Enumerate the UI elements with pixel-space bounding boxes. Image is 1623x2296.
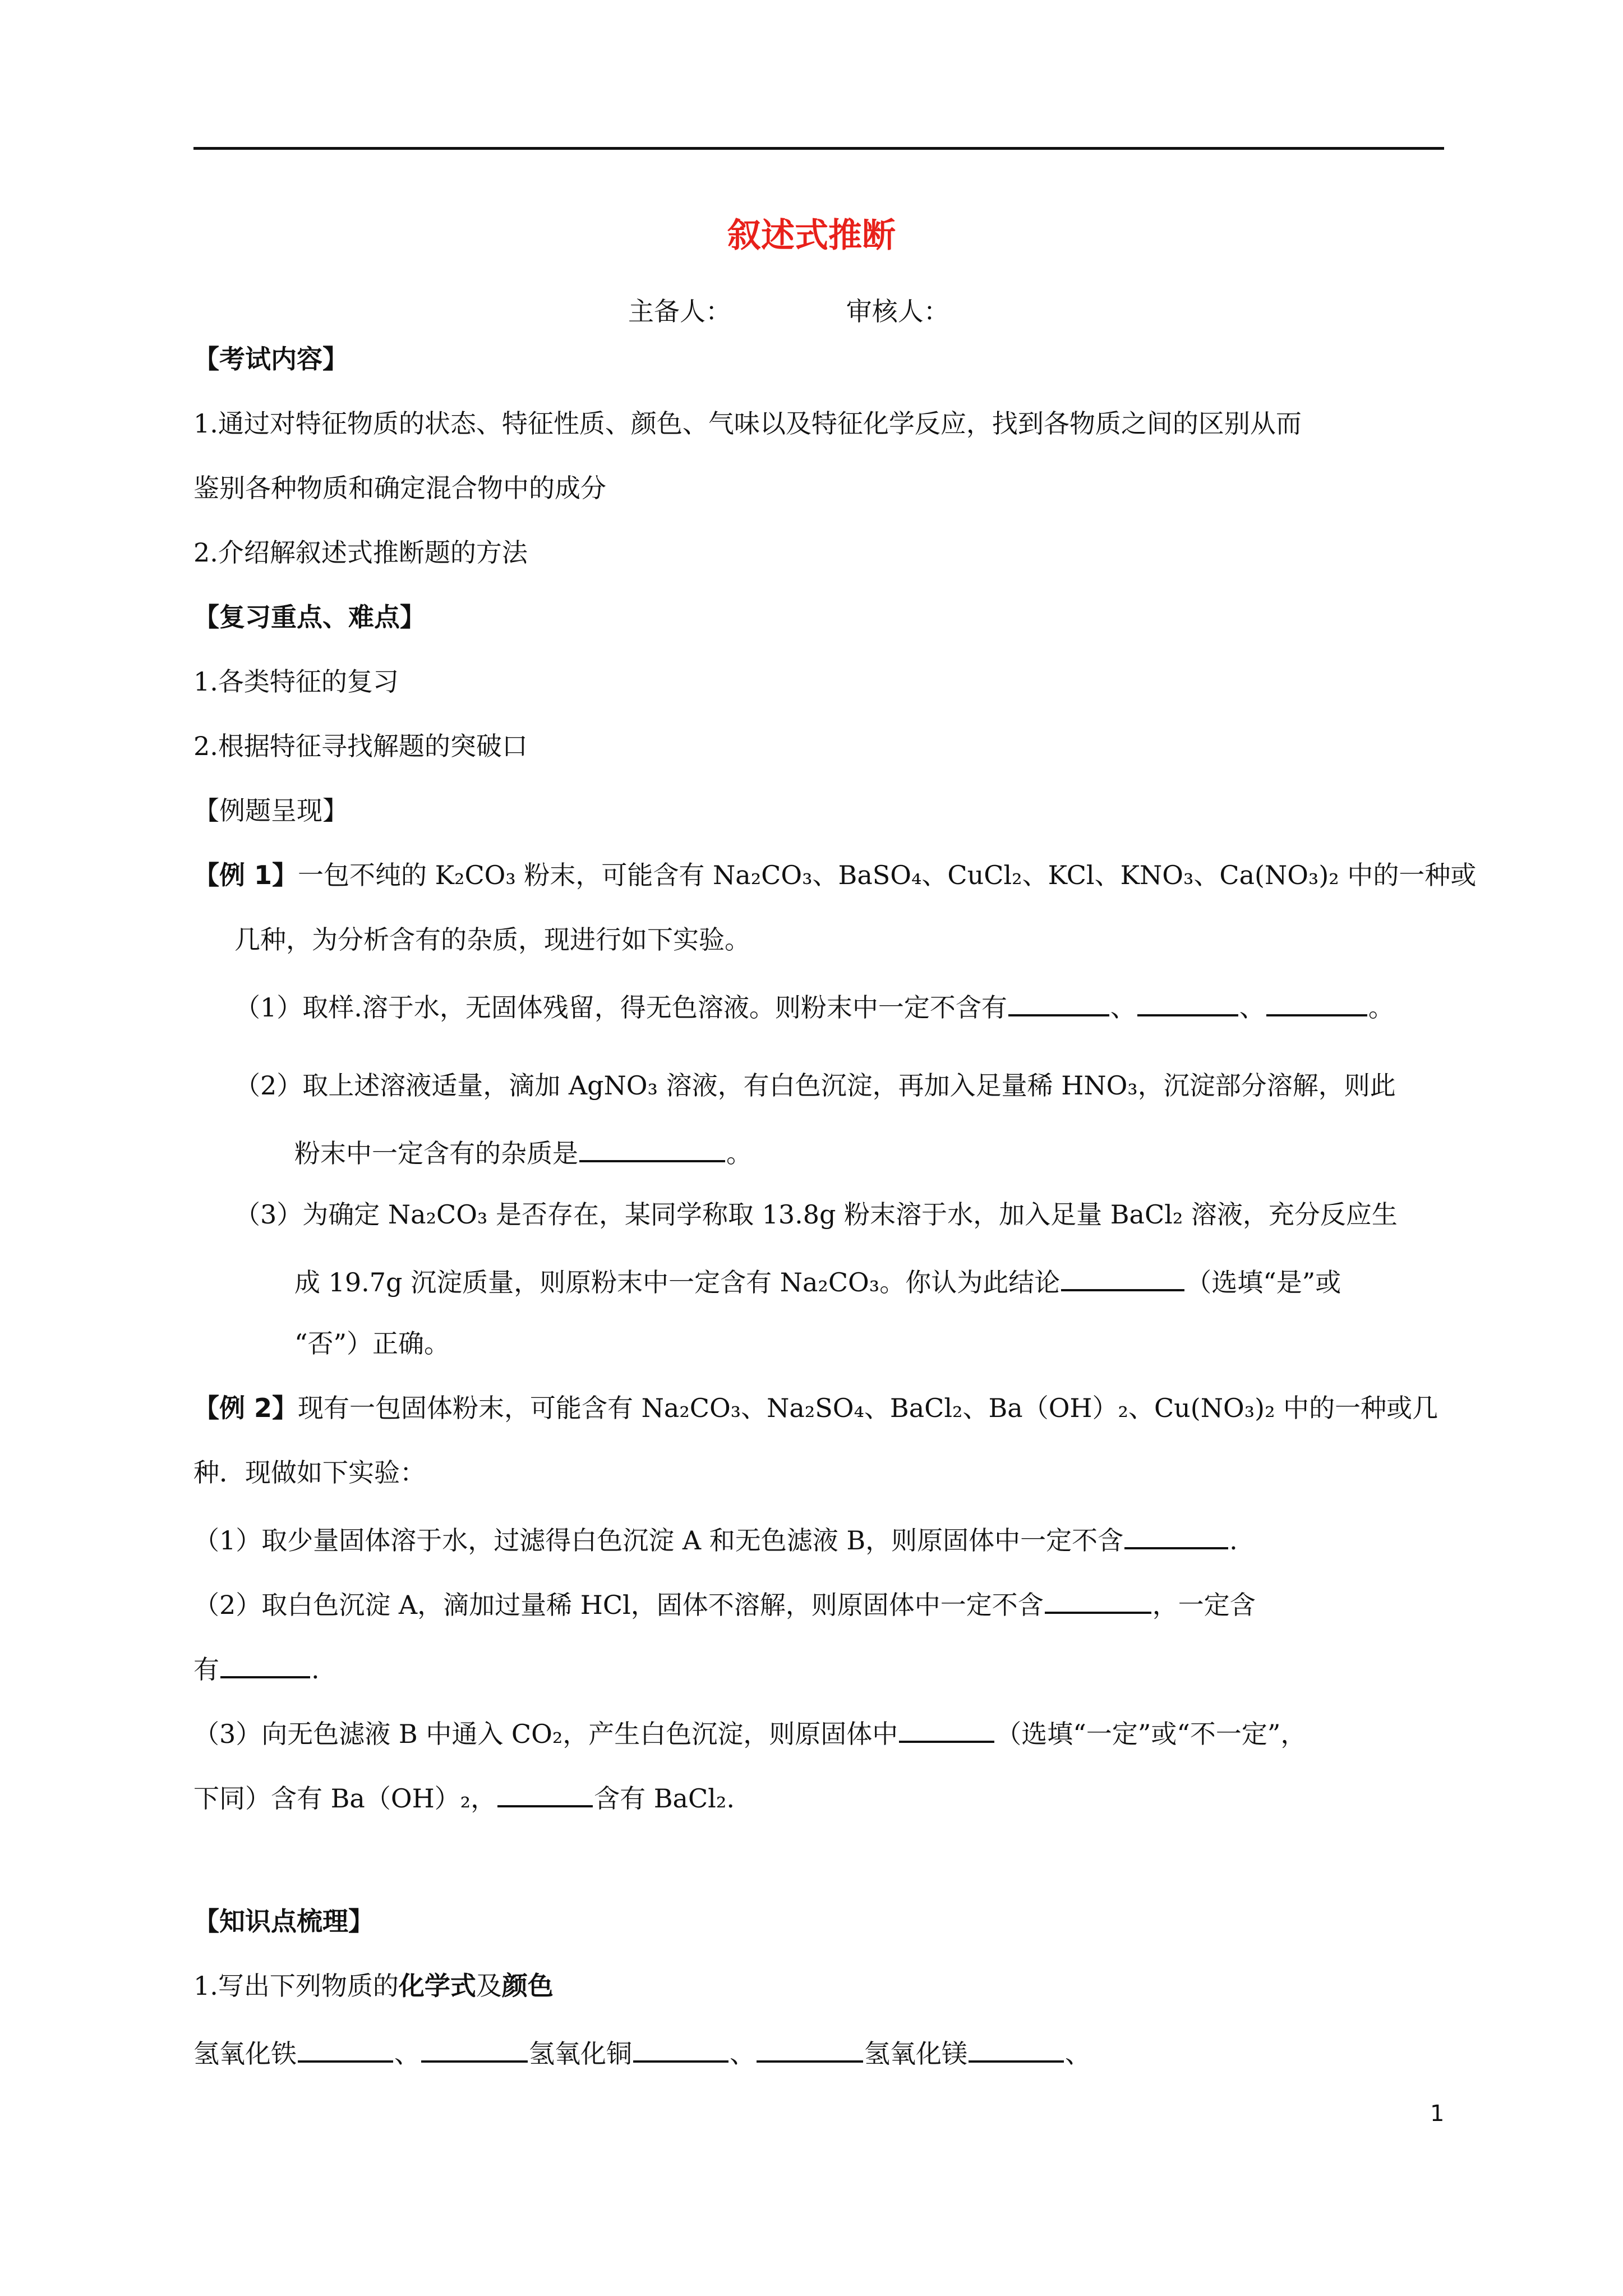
- example2-q3a-choice: （选填“一定”或“不一定”，: [995, 1719, 1307, 1749]
- punctuation: 、: [1239, 992, 1265, 1023]
- section-knowledge-heading: 【知识点梳理】: [193, 1906, 374, 1936]
- example1-q3b: [294, 1262, 1341, 1299]
- example1-line2: 几种，为分析含有的杂质，现进行如下实验。: [234, 924, 750, 955]
- exam-item-1b: 鉴别各种物质和确定混合物中的成分: [193, 473, 606, 503]
- example2-q2a-text: （2）取白色沉淀 A，滴加过量稀 HCl，固体不溶解，则原固体中一定不含: [193, 1590, 1044, 1620]
- example1-q3a: （3）为确定 Na₂CO₃ 是否存在，某同学称取 13.8g 粉末溶于水，加入足量 BaCl₂ 溶液，充分反应生: [234, 1199, 1398, 1230]
- punctuation: 、: [1065, 2039, 1091, 2069]
- substance-label: 氢氧化镁: [864, 2039, 967, 2069]
- punctuation: 、: [1110, 992, 1136, 1023]
- blank-field[interactable]: [1045, 1585, 1151, 1614]
- knowledge-bold-formula: 化学式: [398, 1971, 476, 2001]
- blank-field[interactable]: [969, 2033, 1064, 2063]
- example2-q2a: [193, 1585, 1256, 1622]
- example1-q3b-text: 成 19.7g 沉淀质量，则原粉末中一定含有 Na₂CO₃。你认为此结论: [294, 1267, 1061, 1297]
- knowledge-bold-color: 颜色: [501, 1971, 554, 2001]
- example2-q2a-cont: ，一定含: [1152, 1590, 1256, 1620]
- example1-q2b-text: 粉末中一定含有的杂质是: [294, 1138, 578, 1168]
- exam-item-1a: 1.通过对特征物质的状态、特征性质、颜色、气味以及特征化学反应，找到各物质之间的区别从而: [193, 408, 1302, 439]
- blank-field[interactable]: [1124, 1520, 1228, 1549]
- example2-q2b: [193, 1649, 320, 1686]
- knowledge-fill-line: [193, 2033, 1091, 2070]
- punctuation: 、: [394, 2039, 420, 2069]
- punctuation: .: [311, 1654, 320, 1685]
- section-exam-heading: 【考试内容】: [193, 344, 348, 374]
- example2-text1: 现有一包固体粉末，可能含有 Na₂CO₃、Na₂SO₄、BaCl₂、Ba（OH）₂、Cu(NO₃)₂ 中的一种或几: [298, 1393, 1438, 1423]
- example2-q1-text: （1）取少量固体溶于水，过滤得白色沉淀 A 和无色滤液 B，则原固体中一定不含: [193, 1525, 1124, 1556]
- example2-q3a: [193, 1714, 1306, 1751]
- exam-item-2: 2.介绍解叙述式推断题的方法: [193, 537, 528, 568]
- header-rule: [193, 147, 1444, 150]
- substance-label: 氢氧化铜: [529, 2039, 632, 2069]
- example1-q1-text: （1）取样.溶于水，无固体残留，得无色溶液。则粉末中一定不含有: [234, 992, 1007, 1023]
- blank-field[interactable]: [1266, 987, 1367, 1016]
- punctuation: 。: [1368, 992, 1394, 1023]
- example1-q2a: （2）取上述溶液适量，滴加 AgNO₃ 溶液，有白色沉淀，再加入足量稀 HNO₃，沉淀部分溶解，则此: [234, 1070, 1396, 1101]
- example2-tag: 【例 2】: [193, 1393, 298, 1423]
- blank-field[interactable]: [421, 2033, 528, 2063]
- blank-field[interactable]: [497, 1778, 593, 1807]
- punctuation: .: [1229, 1525, 1238, 1556]
- example1-tag: 【例 1】: [193, 860, 298, 890]
- blank-field[interactable]: [899, 1714, 994, 1743]
- knowledge-item-1: [193, 1969, 554, 2003]
- page-number: 1: [1430, 2101, 1445, 2127]
- example1-q1: [234, 987, 1394, 1024]
- example1-q3b-choice: （选填“是”或: [1186, 1267, 1341, 1297]
- section-review-heading: 【复习重点、难点】: [193, 602, 426, 632]
- punctuation: 。: [726, 1138, 752, 1168]
- blank-field[interactable]: [579, 1133, 725, 1162]
- page-title: 叙述式推断: [727, 216, 896, 255]
- example2-q2b-text: 有: [193, 1654, 219, 1685]
- authors-line: 主备人： 审核人：: [628, 296, 949, 326]
- example1-text1: 一包不纯的 K₂CO₃ 粉末，可能含有 Na₂CO₃、BaSO₄、CuCl₂、KCl、KNO₃、Ca(NO₃)₂ 中的一种或: [298, 860, 1477, 890]
- substance-label: 氢氧化铁: [193, 2039, 297, 2069]
- blank-field[interactable]: [220, 1649, 310, 1678]
- knowledge-text: 1.写出下列物质的: [193, 1971, 399, 2001]
- example2-q3b: [193, 1778, 735, 1815]
- review-item-2: 2.根据特征寻找解题的突破口: [193, 731, 528, 761]
- blank-field[interactable]: [633, 2033, 728, 2063]
- example2-q3a-text: （3）向无色滤液 B 中通入 CO₂，产生白色沉淀，则原固体中: [193, 1719, 898, 1749]
- example1-q3c: “否”）正确。: [294, 1328, 450, 1359]
- blank-field[interactable]: [1061, 1262, 1184, 1291]
- example2-q3b-cont: 含有 BaCl₂.: [594, 1783, 735, 1814]
- example2-line2: 种．现做如下实验：: [193, 1457, 426, 1488]
- knowledge-text: 及: [476, 1971, 502, 2001]
- section-examples-heading: 【例题呈现】: [193, 795, 348, 826]
- example2-q1: [193, 1520, 1238, 1557]
- punctuation: 、: [730, 2039, 755, 2069]
- review-item-1: 1.各类特征的复习: [193, 666, 399, 697]
- blank-field[interactable]: [1137, 987, 1238, 1016]
- example2-line1: [193, 1391, 1438, 1425]
- example1-line1: [193, 858, 1476, 892]
- example1-q2b: [294, 1133, 752, 1170]
- blank-field[interactable]: [757, 2033, 863, 2063]
- example2-q3b-text: 下同）含有 Ba（OH）₂，: [193, 1783, 497, 1814]
- blank-field[interactable]: [298, 2033, 393, 2063]
- blank-field[interactable]: [1008, 987, 1109, 1016]
